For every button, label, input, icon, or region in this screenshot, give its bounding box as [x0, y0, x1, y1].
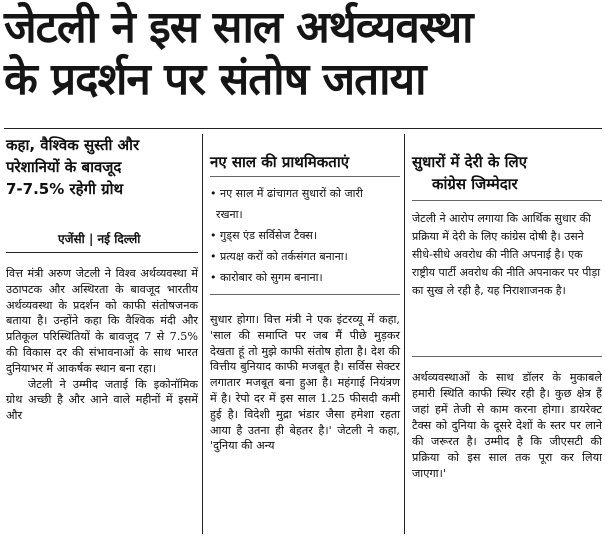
paragraph-2: जेटली ने उम्मीद जताई कि इकोनॉमिक ग्रोथ अच्छी है और आने वाले महीनों में इसमें और — [6, 377, 198, 423]
article-column-3 — [412, 370, 602, 482]
priorities-box-rule — [210, 176, 400, 177]
priority-item: • प्रत्यक्ष करों को तर्कसंगत बनाना। — [210, 250, 348, 263]
priority-item: • गुड्स एंड सर्विसेज टैक्स। — [210, 229, 318, 242]
headline-line-2: के प्रदर्शन पर संतोष जताया — [4, 54, 426, 105]
reform-box-title-line-1: सुधारों में देरी के लिए — [412, 153, 527, 171]
subheadline-line-3: 7-7.5% रहेगी ग्रोथ — [6, 180, 124, 198]
article-column-2 — [210, 312, 400, 454]
paragraph-4: अर्थव्यवस्थाओं के साथ डॉलर के मुकाबले हमारी स्थिति काफी स्थिर रही है। कुछ क्षेत्र हैं जहां हमें तेजी से काम करना होगा। डायरेक्ट टैक्स को दुनिया के दूसरे देशों के स्तर पर लाने की जरूरत है। उम्मीद है कि जीएसटी की प्रक्रिया को इस साल तक पूरा कर लिया जाएगा।' — [412, 371, 602, 480]
priority-item: • कारोबार को सुगम बनाना। — [210, 271, 323, 284]
headline — [4, 2, 602, 106]
headline-line-1: जेटली ने इस साल अर्थव्यवस्था — [4, 2, 473, 53]
byline: एजेंसी | नई दिल्ली — [58, 232, 141, 246]
subheadline-line-1: कहा, वैश्विक सुस्ती और — [6, 136, 140, 154]
reform-box-rule — [412, 200, 602, 201]
byline-rule — [6, 252, 198, 253]
reform-box-bottom-rule — [412, 356, 602, 357]
priority-item: • नए साल में ढांचागत सुधारों को जारी — [210, 187, 363, 200]
article-column-1 — [6, 266, 198, 424]
priorities-box-title: नए साल की प्राथमिकताएं — [210, 153, 349, 171]
reform-box-title-line-2: कांग्रेस जिम्मेदार — [432, 175, 518, 193]
priorities-box-bottom-rule — [210, 294, 400, 295]
priority-item: रखना। — [216, 208, 243, 221]
reform-box-text: जेटली ने आरोप लगाया कि आर्थिक सुधार की प्रक्रिया में देरी के लिए कांग्रेस दोषी है। उसने सीधे-सीधे अवरोध की नीति अपनाई है। एक राष्ट्रीय पार्टी अवरोध की नीति अपनाकर पर पीड़ा का सुख ले रही है, यह निराशाजनक है। — [412, 212, 601, 297]
paragraph-3: सुधार होगा। वित्त मंत्री ने एक इंटरव्यू में कहा, 'साल की समाप्ति पर जब मैं पीछे मुड़कर देखता हूं तो मुझे काफी संतोष होता है। देश की वित्तीय बुनियाद काफी मजबूत है। सर्विस सेक्टर लगातार मजबूत बना हुआ है। महंगाई नियंत्रण में है। रेपो दर में इस साल 1.25 फीसदी कमी हुई है। विदेशी मुद्रा भंडार जैसा हमेशा रहता आया है उतना ही बेहतर है।' जेटली ने कहा, 'दुनिया की अन्य — [210, 313, 400, 453]
headline-rule — [4, 128, 602, 129]
subheadline — [6, 134, 198, 200]
column-divider-1 — [202, 134, 203, 534]
paragraph-1: वित्त मंत्री अरुण जेटली ने विश्व अर्थव्यवस्था में उठापटक और अस्थिरता के बावजूद भारतीय अर्थव्यवस्था के प्रदर्शन को काफी संतोषजनक बताया है। उन्होंने कहा कि वैश्विक मंदी और प्रतिकूल परिस्थितियों के बावजूद 7 से 7.5% की विकास दर की संभावनाओं के साथ भारत दुनियाभर में आकर्षक स्थान बना रहा। — [6, 267, 198, 375]
subheadline-line-2: परेशानियों के बावजूद — [6, 158, 122, 176]
column-divider-2 — [404, 134, 405, 534]
priorities-list — [210, 183, 400, 288]
